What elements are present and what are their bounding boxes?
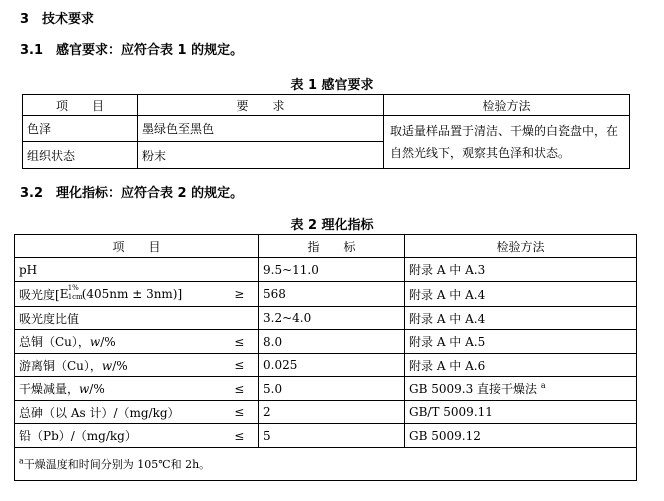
operator-cell: ≤ xyxy=(221,401,259,424)
operator-cell xyxy=(221,258,259,282)
absorbance-symbol xyxy=(59,284,83,301)
table-2-caption: 表 2 理化指标 xyxy=(290,218,374,233)
method-cell: GB/T 5009.11 xyxy=(405,401,637,424)
table-header-row xyxy=(15,235,637,258)
sensory-table xyxy=(22,94,630,169)
method-cell: 附录 A 中 A.3 xyxy=(405,258,637,282)
item-cell: 色泽 xyxy=(23,116,138,142)
footnote-cell xyxy=(15,448,637,481)
value-cell: 0.025 xyxy=(259,354,405,377)
operator-cell: ≤ xyxy=(221,354,259,377)
requirement-cell: 粉末 xyxy=(138,142,384,169)
method-cell xyxy=(405,377,637,401)
method-cell: 附录 A 中 A.4 xyxy=(405,307,637,330)
table-row xyxy=(15,258,637,282)
item-suffix: /% xyxy=(100,335,116,349)
value-cell: 8.0 xyxy=(259,330,405,354)
section-heading: 3 技术要求 xyxy=(20,12,95,27)
mass-fraction-symbol: w xyxy=(101,358,113,373)
operator-cell: ≤ xyxy=(221,330,259,354)
item-suffix: (405nm ± 3nm)] xyxy=(81,287,183,301)
method-cell: 附录 A 中 A.4 xyxy=(405,282,637,307)
method-text: GB 5009.3 直接干燥法 xyxy=(409,382,538,396)
item-cell: 铅（Pb）/（mg/kg） xyxy=(15,424,221,448)
table-row xyxy=(15,401,637,424)
method-cell: GB 5009.12 xyxy=(405,424,637,448)
item-cell: 吸光度比值 xyxy=(15,307,221,330)
item-prefix: 干燥减量， xyxy=(19,382,80,396)
footnote-row xyxy=(15,448,637,481)
method-cell: 附录 A 中 A.6 xyxy=(405,354,637,377)
item-suffix: /% xyxy=(112,358,128,373)
item-prefix: 总铜（Cu）， xyxy=(19,335,90,349)
footnote-reference: a xyxy=(540,381,546,390)
section-3-1-heading: 3.1 感官要求：应符合表 1 的规定。 xyxy=(20,43,244,58)
footnote-mark: a xyxy=(19,456,24,466)
value-cell: 3.2~4.0 xyxy=(259,307,405,330)
section-3-2-heading: 3.2 理化指标：应符合表 2 的规定。 xyxy=(20,186,244,201)
item-cell: 总砷（以 As 计）/（mg/kg） xyxy=(15,401,221,424)
requirement-cell: 墨绿色至黑色 xyxy=(138,116,384,142)
table-row xyxy=(15,424,637,448)
table-1-caption: 表 1 感官要求 xyxy=(290,78,374,93)
item-cell xyxy=(15,354,221,377)
item-prefix: 吸光度[ xyxy=(19,287,60,302)
header-method: 检验方法 xyxy=(405,235,637,258)
item-cell xyxy=(15,282,221,307)
value-cell: 568 xyxy=(259,282,405,307)
absorbance-subscript: 1cm xyxy=(67,293,83,301)
value-cell: 5.0 xyxy=(259,377,405,401)
table-row xyxy=(23,116,630,142)
operator-cell xyxy=(221,307,259,330)
operator-cell: ≥ xyxy=(221,282,259,307)
header-index: 指 标 xyxy=(259,235,405,258)
table-row xyxy=(15,330,637,354)
physicochemical-table xyxy=(14,234,637,481)
value-cell: 9.5~11.0 xyxy=(259,258,405,282)
item-prefix: 游离铜（Cu）， xyxy=(19,358,102,373)
header-item: 项 目 xyxy=(23,95,138,116)
table-row xyxy=(15,377,637,401)
item-cell xyxy=(15,330,221,354)
absorbance-superscript: 1% xyxy=(67,284,79,292)
table-row xyxy=(15,282,637,307)
absorbance-letter: E xyxy=(59,287,69,301)
item-cell: pH xyxy=(15,258,221,282)
mass-fraction-symbol: w xyxy=(79,382,90,396)
item-suffix: /% xyxy=(89,382,105,396)
operator-cell: ≤ xyxy=(221,377,259,401)
method-cell: 附录 A 中 A.5 xyxy=(405,330,637,354)
header-method: 检验方法 xyxy=(384,95,630,116)
table-row xyxy=(15,354,637,377)
operator-cell: ≤ xyxy=(221,424,259,448)
item-cell: 组织状态 xyxy=(23,142,138,169)
header-requirement: 要 求 xyxy=(138,95,384,116)
table-row xyxy=(15,307,637,330)
footnote-text: 干燥温度和时间分别为 105℃和 2h。 xyxy=(23,458,211,471)
item-cell xyxy=(15,377,221,401)
header-item: 项 目 xyxy=(15,235,259,258)
method-cell: 取适量样品置于清洁、干燥的白瓷盘中，在自然光线下，观察其色泽和状态。 xyxy=(384,116,630,169)
value-cell: 2 xyxy=(259,401,405,424)
mass-fraction-symbol: w xyxy=(89,335,101,349)
table-header-row xyxy=(23,95,630,116)
value-cell: 5 xyxy=(259,424,405,448)
